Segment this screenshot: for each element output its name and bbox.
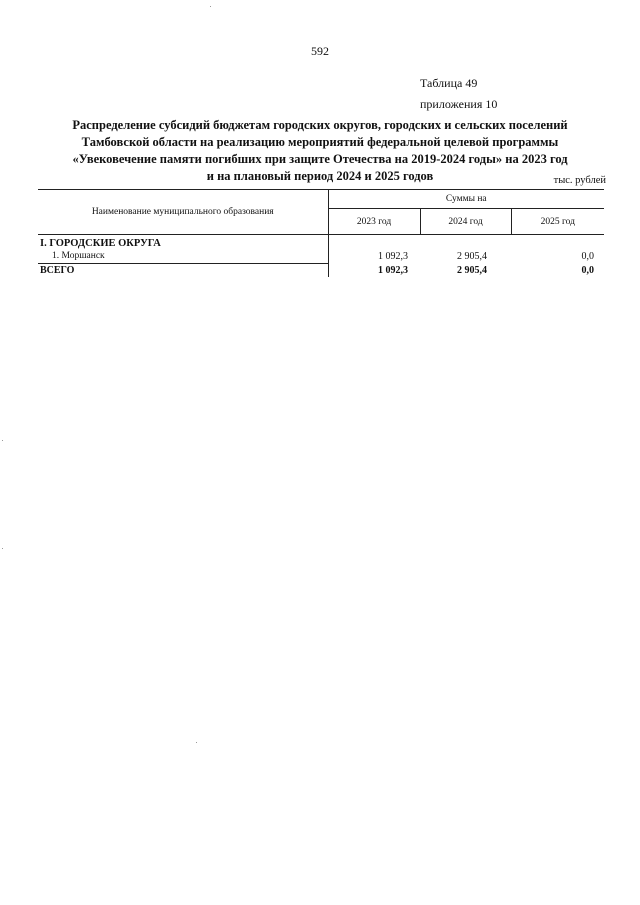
- empty-cell: [511, 235, 604, 251]
- value-2023: 1 092,3: [378, 251, 408, 263]
- scan-speck: [2, 548, 3, 549]
- column-header-sums: Суммы на: [328, 190, 604, 209]
- scan-speck: [2, 440, 3, 441]
- table-row: [38, 250, 604, 264]
- table-row-total: [38, 264, 604, 278]
- column-header-municipality: Наименование муниципального образования: [38, 190, 328, 235]
- value-2025: 0,0: [581, 251, 595, 263]
- scan-speck: [196, 742, 197, 743]
- table-label: Таблица 49: [420, 76, 478, 90]
- total-2024: 2 905,4: [457, 264, 487, 276]
- appendix-label: приложения 10: [420, 97, 498, 111]
- title-line-2: Тамбовской области на реализацию мероприятий федеральной целевой программы: [81, 135, 559, 149]
- units-label: тыс. рублей: [553, 175, 606, 186]
- total-2025: 0,0: [581, 264, 595, 276]
- subsidy-table: [38, 189, 604, 277]
- municipality-name: 1. Моршанск: [38, 250, 328, 264]
- scan-speck: [210, 6, 211, 7]
- title-line-4: и на плановый период 2024 и 2025 годов: [206, 169, 434, 183]
- group-label: I. ГОРОДСКИЕ ОКРУГА: [38, 235, 328, 251]
- empty-cell: [328, 235, 420, 251]
- total-2023: 1 092,3: [378, 264, 408, 276]
- column-header-2023: 2023 год: [328, 209, 420, 235]
- total-label: ВСЕГО: [38, 264, 328, 278]
- value-2024: 2 905,4: [457, 251, 487, 263]
- title-line-3: «Увековечение памяти погибших при защите Отечества на 2019-2024 годы» на 2023 год: [72, 152, 568, 166]
- table-row-group: [38, 235, 604, 251]
- column-header-2024: 2024 год: [420, 209, 511, 235]
- column-header-2025: 2025 год: [511, 209, 604, 235]
- title-line-1: Распределение субсидий бюджетам городских округов, городских и сельских поселений: [72, 118, 568, 132]
- document-title: [40, 117, 600, 185]
- page-number: 592: [311, 44, 329, 58]
- empty-cell: [420, 235, 511, 251]
